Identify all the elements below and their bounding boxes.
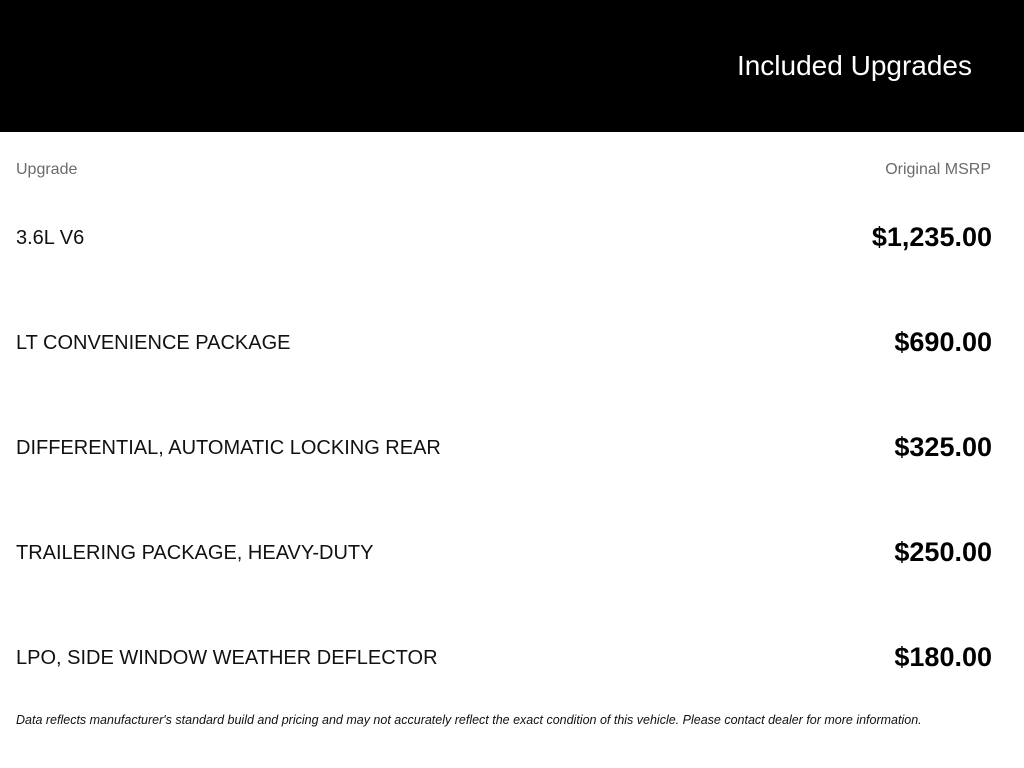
upgrade-row (0, 638, 1024, 678)
disclaimer-note: Data reflects manufacturer's standard build and pricing and may not accurately reflect the exact condition of this vehicle. Please contact dealer for more information. (16, 713, 922, 727)
column-header-upgrade: Upgrade (16, 161, 78, 178)
upgrade-row (0, 218, 1024, 258)
upgrade-price: $690.00 (894, 327, 992, 357)
upgrade-price: $1,235.00 (871, 222, 992, 252)
upgrade-row (0, 323, 1024, 363)
upgrade-price: $325.00 (894, 432, 992, 462)
column-header-msrp: Original MSRP (885, 161, 991, 178)
upgrade-price: $180.00 (894, 642, 992, 672)
upgrade-name: TRAILERING PACKAGE, HEAVY-DUTY (16, 542, 374, 564)
upgrade-name: LPO, SIDE WINDOW WEATHER DEFLECTOR (16, 647, 438, 669)
upgrade-price: $250.00 (894, 537, 992, 567)
upgrade-row (0, 428, 1024, 468)
upgrade-name: 3.6L V6 (16, 227, 85, 249)
upgrade-name: DIFFERENTIAL, AUTOMATIC LOCKING REAR (16, 437, 441, 459)
header-bar (0, 0, 1024, 132)
page-title: Included Upgrades (736, 50, 972, 81)
upgrade-name: LT CONVENIENCE PACKAGE (16, 332, 291, 354)
upgrade-row (0, 533, 1024, 573)
